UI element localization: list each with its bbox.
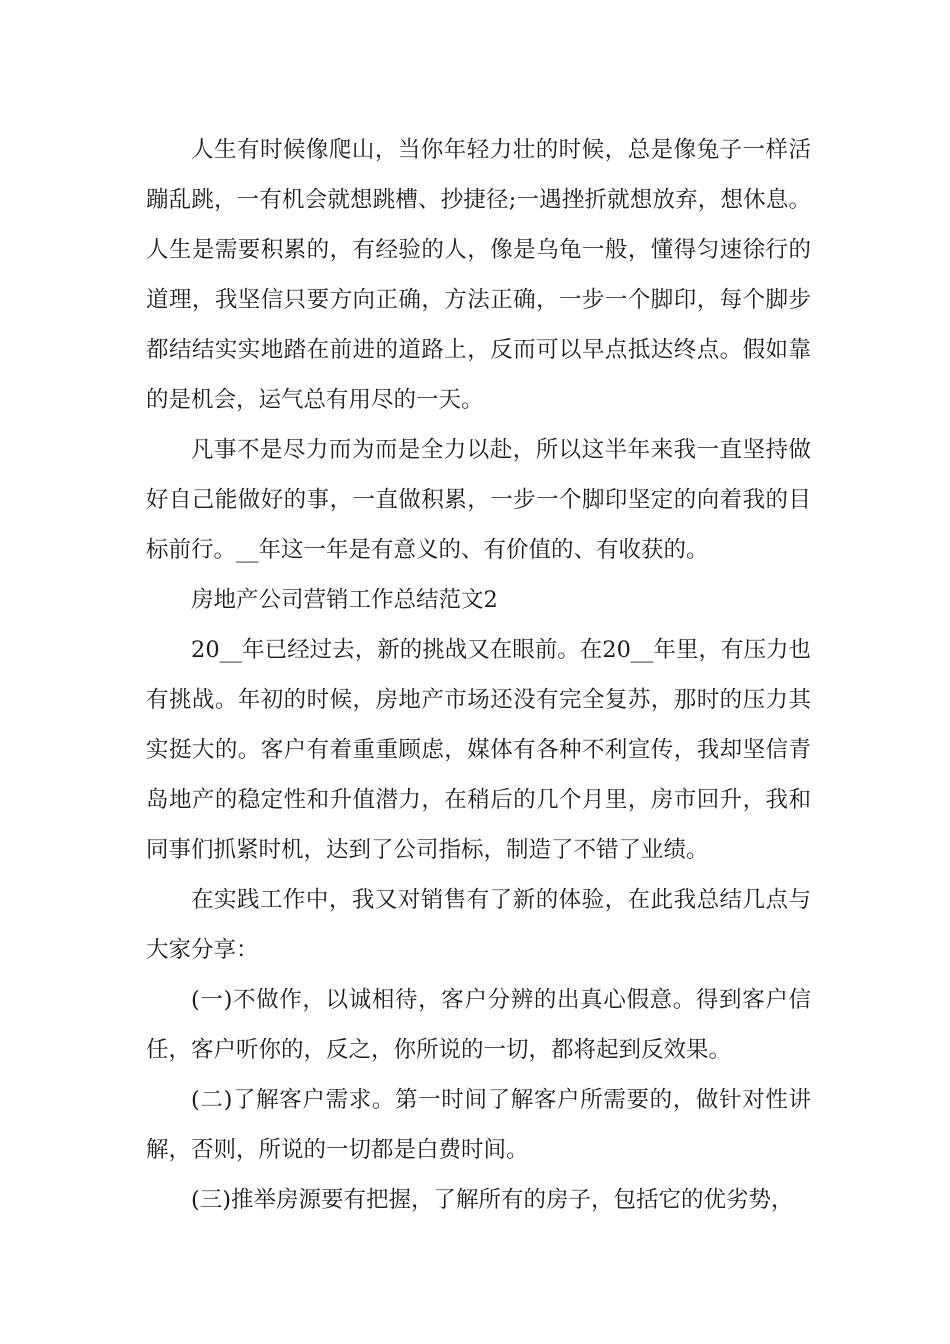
list-item-customer-needs: (二)了解客户需求。第一时间了解客户所需要的，做针对性讲解，否则，所说的一切都是白费时间。 (146, 1087, 811, 1163)
section-heading: 房地产公司营销工作总结范文2 (191, 587, 498, 613)
document-body (146, 125, 811, 1225)
paragraph-climbing-metaphor: 人生有时候像爬山，当你年轻力壮的时候，总是像兔子一样活蹦乱跳，一有机会就想跳槽、抄捷径;一遇挫折就想放弃，想休息。人生是需要积累的，有经验的人，像是乌龟一般，懂得匀速徐行的道理，我坚信只要方向正确，方法正确，一步一个脚印，每个脚步都结结实实地踏在前进的道路上，反而可以早点抵达终点。假如靠的是机会，运气总有用尽的一天。 (146, 137, 811, 413)
paragraph-year-review: 20__年已经过去，新的挑战又在眼前。在20__年里，有压力也有挑战。年初的时候，房地产市场还没有完全复苏，那时的压力其实挺大的。客户有着重重顾虑，媒体有各种不利宣传，我却坚信青岛地产的稳定性和升值潜力，在稍后的几个月里，房市回升，我和同事们抓紧时机，达到了公司指标，制造了不错了业绩。 (146, 637, 811, 863)
paragraph-full-effort: 凡事不是尽力而为而是全力以赴，所以这半年来我一直坚持做好自己能做好的事，一直做积累，一步一个脚印坚定的向着我的目标前行。__年这一年是有意义的、有价值的、有收获的。 (146, 437, 811, 563)
list-item-recommend-listings: (三)推举房源要有把握，了解所有的房子，包括它的优劣势， (191, 1187, 794, 1213)
list-item-sincerity: (一)不做作，以诚相待，客户分辨的出真心假意。得到客户信任，客户听你的，反之，你所说的一切，都将起到反效果。 (146, 987, 811, 1063)
paragraph-sales-experience: 在实践工作中，我又对销售有了新的体验，在此我总结几点与大家分享： (146, 887, 811, 963)
